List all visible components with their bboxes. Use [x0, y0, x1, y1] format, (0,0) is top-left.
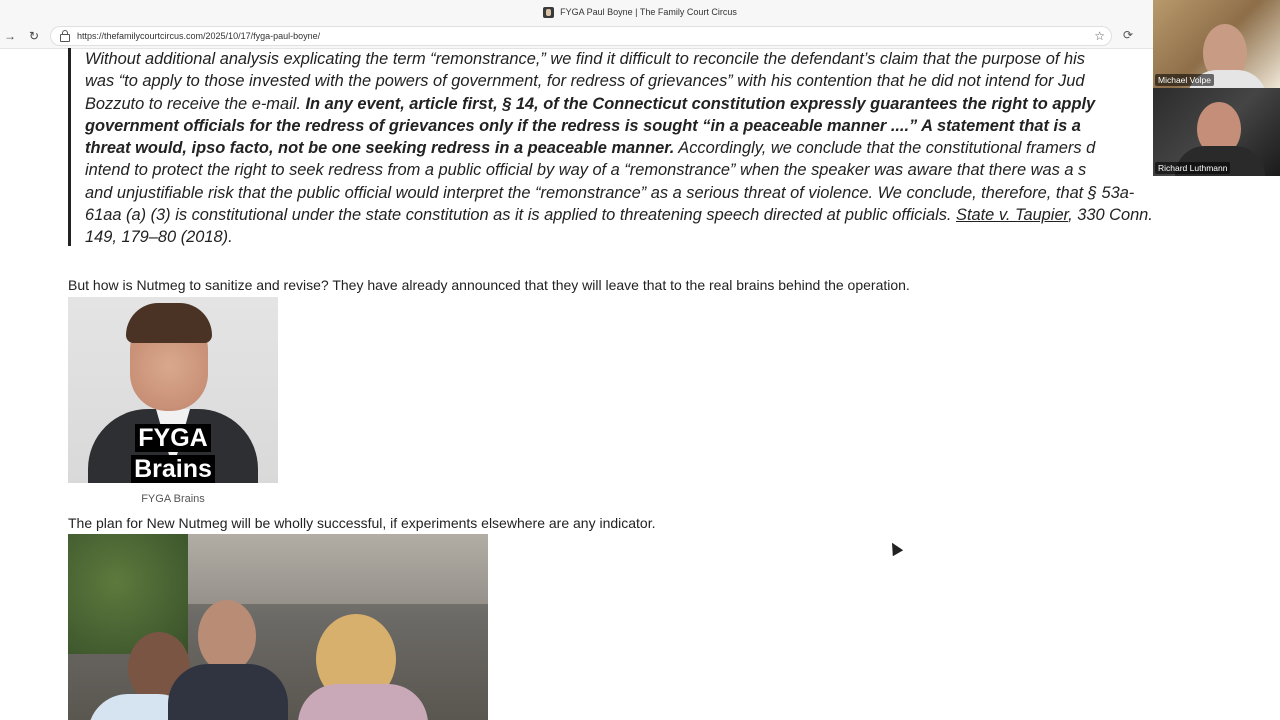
- quote-line: 61aa (a) (3) is constitutional under the state constitution as it is applied to threatening speech directed at public officials. State v. Taupier, 330 Conn.: [85, 206, 1153, 225]
- quote-line: was “to apply to those invested with the powers of government, for redress of grievances” with his contention that he did not intend for Jud: [85, 72, 1085, 91]
- paragraph: But how is Nutmeg to sanitize and revise? They have already announced that they will leave that to the real brains behind the operation.: [68, 277, 910, 293]
- fyga-brains-image: [68, 297, 278, 483]
- extension-sync-icon[interactable]: ⟳: [1123, 28, 1134, 42]
- participant-name: Richard Luthmann: [1155, 162, 1230, 174]
- overlay-line: FYGA: [135, 424, 210, 452]
- address-bar[interactable]: [50, 26, 1112, 46]
- image-caption: FYGA Brains: [141, 493, 205, 505]
- window-titlebar: [0, 0, 1280, 24]
- site-favicon-icon: [543, 7, 554, 18]
- paragraph: The plan for New Nutmeg will be wholly successful, if experiments elsewhere are any indicator.: [68, 515, 656, 531]
- page-content: [0, 48, 1280, 720]
- overlay-line: Brains: [131, 455, 215, 483]
- quote-bold: threat would, ipso facto, not be one seeking redress in a peaceable manner.: [85, 139, 675, 158]
- image-figure: [198, 600, 256, 672]
- reload-icon[interactable]: ↻: [28, 29, 40, 43]
- quote-line: [85, 115, 1228, 137]
- image-figure: [126, 303, 212, 343]
- browser-toolbar: [0, 24, 1280, 49]
- quote-line: intend to protect the right to seek redress from a public official by way of a “remonstrance” when the speaker was aware that there was a s: [85, 161, 1087, 180]
- quote-bold: In any event, article first, § 14, of the Connecticut constitution expressly guarantees the right to apply: [305, 94, 1096, 113]
- quote-line: and unjustifiable risk that the public official would interpret the “remonstrance” as a serious threat of violence. We conclude, therefore, that § 53a-: [85, 183, 1135, 202]
- quote-line: Without additional analysis explicating the term “remonstrance,” we find it difficult to reconcile the defendant’s claim that the purpose of his: [85, 50, 1085, 68]
- quote-line: Bozzuto to receive the e-mail. In any event, article first, § 14, of the Connecticut constitution expressly guarantees the right to apply: [85, 94, 1096, 113]
- back-arrow-icon[interactable]: →: [4, 29, 16, 43]
- blockquote: [68, 48, 1228, 246]
- case-citation-link[interactable]: State v. Taupier: [956, 206, 1069, 225]
- image-figure: [168, 664, 288, 720]
- participant-name: Michael Volpe: [1155, 74, 1214, 86]
- group-photo-image: [68, 534, 488, 720]
- image-figure: [298, 684, 428, 720]
- video-tile-participant-1: [1153, 0, 1280, 88]
- tab-title: FYGA Paul Boyne | The Family Court Circus: [560, 7, 737, 17]
- lock-icon: [60, 34, 70, 42]
- quote-line: 149, 179–80 (2018).: [85, 228, 233, 247]
- bookmark-star-icon[interactable]: ☆: [1094, 29, 1105, 43]
- url-text[interactable]: https://thefamilycourtcircus.com/2025/10/17/fyga-paul-boyne/: [77, 31, 321, 41]
- video-tile-participant-2: [1153, 88, 1280, 176]
- quote-line: threat would, ipso facto, not be one seeking redress in a peaceable manner. Accordingly, we conclude that the constitutional framers d: [85, 139, 1096, 158]
- image-overlay-text: [122, 423, 224, 483]
- quote-bold: government officials for the redress of grievances only if the redress is sought “in a peaceable manner ....” A statement that is a: [85, 116, 1081, 135]
